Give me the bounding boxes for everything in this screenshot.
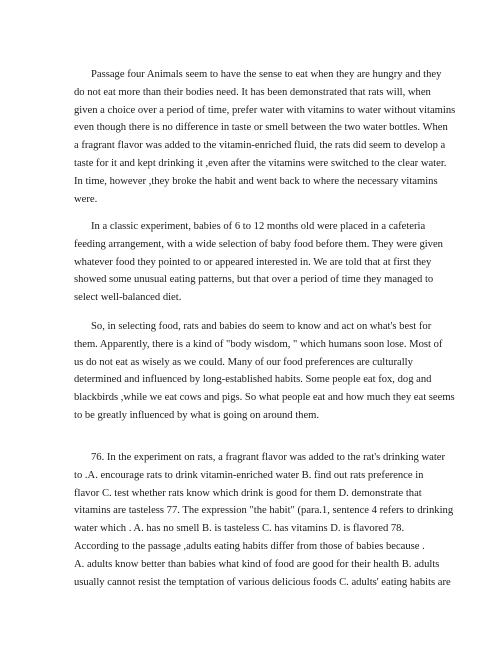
text-line: to be greatly influenced by what is going on around them. xyxy=(74,409,320,421)
text-line: In a classic experiment, babies of 6 to 12 months old were placed in a cafeteria xyxy=(91,221,426,232)
paragraph-body-wisdom xyxy=(74,318,455,425)
text-line: select well-balanced diet. xyxy=(74,292,182,304)
text-line: 76. In the experiment on rats, a fragrant flavor was added to the rat's drinking water xyxy=(91,452,446,463)
text-line: taste for it and kept drinking it ,even after the vitamins were switched to the clear water. xyxy=(74,157,447,169)
text-line: water which . A. has no smell B. is tasteless C. has vitamins D. is flavored 78. xyxy=(74,523,405,535)
text-line: So, in selecting food, rats and babies do seem to know and act on what's best for xyxy=(91,321,432,332)
text-line: them. Apparently, there is a kind of "body wisdom, " which humans soon lose. Most of xyxy=(74,338,443,350)
paragraph-passage-rats xyxy=(74,66,456,208)
text-line: were. xyxy=(74,193,98,205)
text-line: to .A. encourage rats to drink vitamin-enriched water B. find out rats preference in xyxy=(74,469,424,481)
text-line: do not eat more than their bodies need. It has been demonstrated that rats will, when xyxy=(74,86,431,98)
text-line: us do not eat as wisely as we could. Many of our food preferences are culturally xyxy=(74,356,413,368)
text-line: A. adults know better than babies what kind of food are good for their health B. adults xyxy=(74,558,440,570)
text-line: flavor C. test whether rats know which drink is good for them D. demonstrate that xyxy=(74,487,422,499)
text-line: Passage four Animals seem to have the sense to eat when they are hungry and they xyxy=(91,69,442,80)
text-line: blackbirds ,while we eat cows and pigs. So what people eat and how much they eat seems xyxy=(74,392,455,404)
text-line: According to the passage ,adults eating habits differ from those of babies because . xyxy=(74,540,425,552)
text-line: determined and influenced by long-established habits. Some people eat fox, dog and xyxy=(74,374,432,386)
text-line: usually cannot resist the temptation of various delicious foods C. adults' eating habits are xyxy=(74,576,451,588)
text-line: showed some unusual eating patterns, but that over a period of time they managed to xyxy=(74,274,434,286)
text-line: given a choice over a period of time, prefer water with vitamins to water without vitamins xyxy=(74,104,456,116)
text-line: whatever food they pointed to or appeared interested in. We are told that at first they xyxy=(74,256,432,268)
text-line: a fragrant flavor was added to the vitamin-enriched fluid, the rats did seem to develop a xyxy=(74,140,446,152)
paragraph-babies-experiment xyxy=(74,218,443,307)
text-line: vitamins are tasteless 77. The expression "the habit" (para.1, sentence 4 refers to drinking xyxy=(74,505,454,517)
text-line: In time, however ,they broke the habit and went back to where the necessary vitamins xyxy=(74,175,438,187)
text-line: feeding arrangement, with a wide selection of baby food before them. They were given xyxy=(74,238,443,250)
text-line: even though there is no difference in taste or smell between the two water bottles. When xyxy=(74,122,448,134)
paragraph-questions xyxy=(74,449,454,591)
